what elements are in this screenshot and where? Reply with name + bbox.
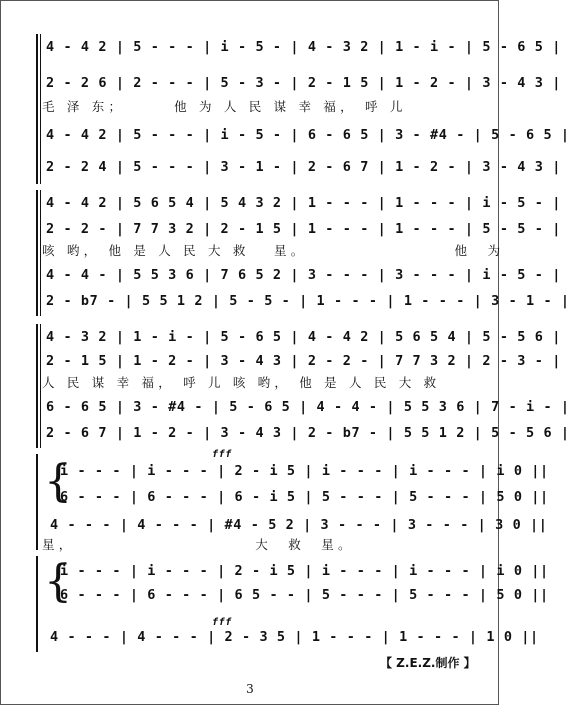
- lyric-line: 星， 大 救 星。: [42, 537, 355, 552]
- system-bracket: [36, 324, 38, 448]
- system-bracket-thin: [40, 34, 41, 184]
- system-bracket: [36, 34, 38, 184]
- notation-line: 2 - 1 5 | 1 - 2 - | 3 - 4 3 | 2 - 2 - | 7 7 3 2 | 2 - 3 - |: [46, 353, 561, 369]
- notation-line: 4 - - - | 4 - - - | 2 - 3 5 | 1 - - - | 1 - - - | 1 0 ||: [50, 629, 539, 645]
- brace-symbol: {: [44, 556, 72, 607]
- notation-line: 6 - - - | 6 - - - | 6 5 - - | 5 - - - | 5 - - - | 5 0 ||: [60, 587, 549, 603]
- notation-line: i - - - | i - - - | 2 - i 5 | i - - - | i - - - | i 0 ||: [60, 563, 549, 579]
- lyric-line: 人 民 谋 幸 福， 呼 儿 咳 哟， 他 是 人 民 大 救: [42, 375, 441, 390]
- notation-line: 4 - 4 2 | 5 6 5 4 | 5 4 3 2 | 1 - - - | 1 - - - | i - 5 - |: [46, 195, 561, 211]
- notation-line: 4 - 4 - | 5 5 3 6 | 7 6 5 2 | 3 - - - | 3 - - - | i - 5 - |: [46, 267, 561, 283]
- score-system-4: [36, 449, 549, 552]
- notation-line: 2 - 6 7 | 1 - 2 - | 3 - 4 3 | 2 - b7 - | 5 5 1 2 | 5 - 5 6 |: [46, 425, 570, 441]
- notation-line: 2 - 2 4 | 5 - - - | 3 - 1 - | 2 - 6 7 | 1 - 2 - | 3 - 4 3 |: [46, 159, 561, 175]
- notation-line: i - - - | i - - - | 2 - i 5 | i - - - | i - - - | i 0 ||: [60, 463, 549, 479]
- notation-line: 4 - 3 2 | 1 - i - | 5 - 6 5 | 4 - 4 2 | 5 6 5 4 | 5 - 5 6 |: [46, 329, 561, 345]
- lyric-line: 毛 泽 东； 他 为 人 民 谋 幸 福， 呼 儿: [42, 99, 407, 114]
- score-system-1: [36, 34, 570, 184]
- notation-line: 6 - - - | 6 - - - | 6 - i 5 | 5 - - - | 5 - - - | 5 0 ||: [60, 489, 549, 505]
- page-number: 3: [246, 682, 254, 696]
- notation-line: 2 - 2 6 | 2 - - - | 5 - 3 - | 2 - 1 5 | 1 - 2 - | 3 - 4 3 |: [46, 75, 561, 91]
- system-bracket: [36, 190, 38, 316]
- score-system-2: [36, 190, 570, 316]
- notation-line: 2 - 2 - | 7 7 3 2 | 2 - 1 5 | 1 - - - | 1 - - - | 5 - 5 - |: [46, 221, 561, 237]
- system-bracket: [36, 454, 38, 550]
- notation-line: 4 - 4 2 | 5 - - - | i - 5 - | 4 - 3 2 | 1 - i - | 5 - 6 5 |: [46, 39, 561, 55]
- system-bracket: [36, 556, 38, 652]
- score-system-5: [36, 556, 549, 652]
- system-bracket-thin: [40, 190, 41, 316]
- dynamic-mark: fff: [212, 449, 232, 460]
- system-bracket-thin: [40, 324, 41, 448]
- lyric-line: 咳 哟， 他 是 人 民 大 救 星。 他 为: [42, 243, 505, 258]
- credit-label: 【 Z.E.Z.制作 】: [380, 656, 476, 670]
- notation-line: 4 - - - | 4 - - - | #4 - 5 2 | 3 - - - | 3 - - - | 3 0 ||: [50, 517, 548, 533]
- notation-line: 2 - b7 - | 5 5 1 2 | 5 - 5 - | 1 - - - | 1 - - - | 3 - 1 - |: [46, 293, 570, 309]
- notation-line: 4 - 4 2 | 5 - - - | i - 5 - | 6 - 6 5 | 3 - #4 - | 5 - 6 5 |: [46, 127, 570, 143]
- score-system-3: [36, 324, 570, 448]
- dynamic-mark: fff: [212, 617, 232, 628]
- notation-line: 6 - 6 5 | 3 - #4 - | 5 - 6 5 | 4 - 4 - | 5 5 3 6 | 7 - i - |: [46, 399, 570, 415]
- brace-symbol: {: [44, 456, 72, 507]
